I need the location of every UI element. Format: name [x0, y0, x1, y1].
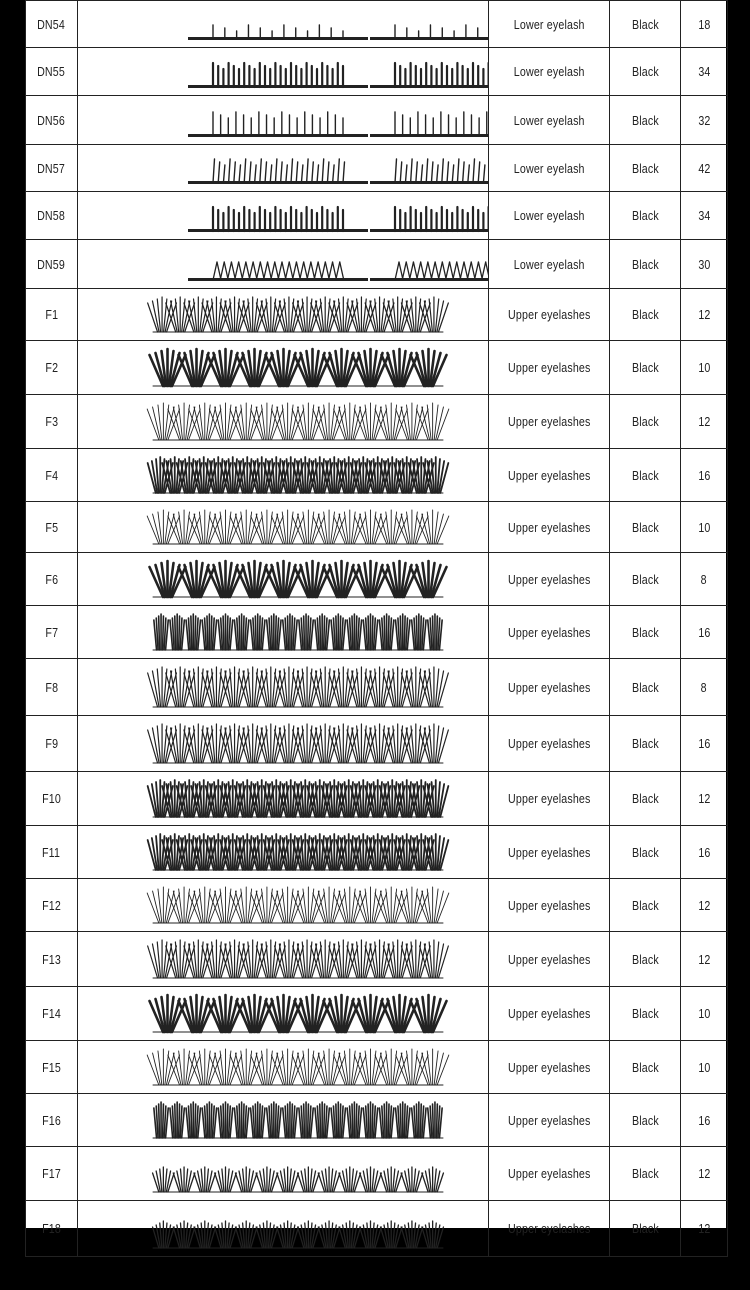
lash-strip-image: [78, 48, 488, 95]
lash-type-cell: [489, 192, 610, 240]
lash-color-cell-text: Black: [631, 519, 659, 535]
lash-image-cell: [78, 145, 489, 192]
product-code-cell-text: F7: [45, 624, 58, 640]
lash-type-cell: [489, 1147, 610, 1201]
table-row: [26, 289, 728, 341]
lash-quantity-cell: [681, 1041, 728, 1094]
lash-color-cell: [610, 1094, 681, 1147]
lash-color-cell-text: Black: [631, 1059, 659, 1075]
lash-type-cell: [489, 606, 610, 659]
product-code-cell-text: F6: [45, 571, 58, 587]
table-row: [26, 932, 728, 987]
table-row: [26, 879, 728, 932]
lash-type-cell: [489, 879, 610, 932]
product-code-cell: [26, 1201, 78, 1257]
lash-quantity-cell: [681, 145, 728, 192]
lash-color-cell: [610, 659, 681, 716]
product-code-cell-text: F17: [42, 1166, 61, 1181]
table-row: [26, 1147, 728, 1201]
product-code-cell-text: F5: [45, 519, 58, 535]
lash-color-cell-text: Black: [631, 897, 659, 913]
table-row: [26, 240, 728, 289]
lash-color-cell: [610, 1041, 681, 1094]
lash-quantity-cell-text: 10: [697, 1006, 711, 1021]
product-code-cell: [26, 716, 78, 772]
lash-color-cell: [610, 772, 681, 826]
lash-type-cell-text: Upper eyelashes: [507, 307, 591, 322]
lash-quantity-cell-text: 42: [697, 160, 711, 176]
product-code-cell-text: DN55: [37, 64, 66, 79]
lash-quantity-cell: [681, 1147, 728, 1201]
lash-image-cell: [78, 449, 489, 502]
table-row: [26, 716, 728, 772]
lash-image-cell: [78, 395, 489, 449]
lash-color-cell: [610, 341, 681, 395]
lash-image-cell: [78, 289, 489, 341]
lash-type-cell-text: Upper eyelashes: [507, 1166, 591, 1181]
lash-type-cell: [489, 772, 610, 826]
product-code-cell-text: F10: [42, 791, 61, 806]
lash-type-cell-text: Upper eyelashes: [507, 571, 591, 587]
lash-type-cell-text: Upper eyelashes: [507, 1059, 591, 1075]
lash-type-cell: [489, 289, 610, 341]
lash-color-cell-text: Black: [631, 1166, 659, 1181]
lash-type-cell-text: Lower eyelash: [513, 160, 585, 176]
product-code-cell-text: DN56: [37, 112, 66, 128]
lash-image-cell: [78, 879, 489, 932]
lash-color-cell: [610, 879, 681, 932]
product-code-cell: [26, 659, 78, 716]
lash-color-cell-text: Black: [631, 307, 659, 322]
lash-color-cell-text: Black: [631, 571, 659, 587]
product-code-cell: [26, 772, 78, 826]
lash-type-cell: [489, 932, 610, 987]
lash-color-cell: [610, 240, 681, 289]
lash-image-cell: [78, 48, 489, 96]
lash-image-cell: [78, 932, 489, 987]
lash-type-cell: [489, 240, 610, 289]
lash-color-cell: [610, 826, 681, 879]
table-row: [26, 1, 728, 48]
lash-quantity-cell: [681, 932, 728, 987]
lash-quantity-cell-text: 12: [697, 1166, 711, 1181]
product-code-cell: [26, 987, 78, 1041]
lash-type-cell-text: Upper eyelashes: [507, 1221, 591, 1236]
lash-quantity-cell-text: 12: [697, 791, 711, 806]
lash-image-cell: [78, 716, 489, 772]
product-code-cell: [26, 96, 78, 145]
lash-color-cell-text: Black: [631, 679, 659, 695]
table-row: [26, 96, 728, 145]
lash-image-cell: [78, 240, 489, 289]
product-code-cell: [26, 1, 78, 48]
lash-color-cell-text: Black: [631, 791, 659, 806]
lash-color-cell-text: Black: [631, 844, 659, 860]
lash-type-cell-text: Lower eyelash: [513, 112, 585, 128]
product-code-cell: [26, 449, 78, 502]
lash-quantity-cell-text: 34: [697, 208, 711, 223]
product-code-cell-text: DN57: [37, 160, 66, 176]
lash-image-cell: [78, 96, 489, 145]
lash-color-cell-text: Black: [631, 1221, 659, 1236]
lash-type-cell-text: Upper eyelashes: [507, 951, 591, 967]
lash-type-cell: [489, 96, 610, 145]
lash-color-cell: [610, 716, 681, 772]
product-catalog-sheet: [25, 0, 726, 1236]
lash-color-cell-text: Black: [631, 1112, 659, 1128]
lash-strip-image: [78, 192, 488, 239]
lash-type-cell: [489, 1094, 610, 1147]
lash-type-cell: [489, 449, 610, 502]
lash-image-cell: [78, 772, 489, 826]
lash-color-cell-text: Black: [631, 360, 659, 375]
table-row: [26, 1201, 728, 1257]
lash-quantity-cell: [681, 289, 728, 341]
lash-strip-image: [78, 145, 488, 191]
lash-quantity-cell: [681, 879, 728, 932]
lash-color-cell-text: Black: [631, 1006, 659, 1021]
product-code-cell-text: F16: [42, 1112, 61, 1128]
lash-quantity-cell: [681, 772, 728, 826]
table-row: [26, 606, 728, 659]
lash-strip-image: [78, 932, 488, 986]
lash-color-cell: [610, 289, 681, 341]
lash-strip-image: [78, 341, 488, 394]
lash-color-cell: [610, 395, 681, 449]
lash-strip-image: [78, 1094, 488, 1146]
lash-quantity-cell-text: 16: [697, 1112, 711, 1128]
product-code-cell: [26, 192, 78, 240]
table-row: [26, 341, 728, 395]
lash-quantity-cell: [681, 1094, 728, 1147]
lash-quantity-cell-text: 8: [700, 679, 708, 695]
lash-color-cell: [610, 449, 681, 502]
product-code-cell-text: DN54: [37, 16, 66, 32]
lash-strip-image: [78, 395, 488, 448]
lash-color-cell-text: Black: [631, 208, 659, 223]
lash-color-cell-text: Black: [631, 951, 659, 967]
lash-strip-image: [78, 1041, 488, 1093]
table-row: [26, 192, 728, 240]
lash-image-cell: [78, 1201, 489, 1257]
lash-type-cell: [489, 48, 610, 96]
table-row: [26, 826, 728, 879]
product-code-cell: [26, 879, 78, 932]
lash-type-cell-text: Upper eyelashes: [507, 519, 591, 535]
lash-color-cell: [610, 1147, 681, 1201]
lash-color-cell-text: Black: [631, 16, 659, 32]
product-code-cell: [26, 606, 78, 659]
product-code-cell-text: F13: [42, 951, 61, 967]
lash-type-cell-text: Upper eyelashes: [507, 360, 591, 375]
lash-strip-image: [78, 1201, 488, 1256]
lash-strip-image: [78, 879, 488, 931]
lash-strip-image: [78, 772, 488, 825]
lash-quantity-cell: [681, 192, 728, 240]
table-row: [26, 395, 728, 449]
lash-image-cell: [78, 553, 489, 606]
lash-type-cell-text: Upper eyelashes: [507, 791, 591, 806]
lash-color-cell-text: Black: [631, 736, 659, 751]
lash-color-cell-text: Black: [631, 112, 659, 128]
lash-image-cell: [78, 987, 489, 1041]
lash-type-cell: [489, 716, 610, 772]
product-code-cell: [26, 1094, 78, 1147]
lash-color-cell-text: Black: [631, 160, 659, 176]
lash-quantity-cell-text: 10: [697, 1059, 711, 1075]
product-code-cell: [26, 553, 78, 606]
product-code-cell: [26, 932, 78, 987]
lash-quantity-cell-text: 12: [697, 307, 711, 322]
lash-strip-image: [78, 659, 488, 715]
product-code-cell-text: F12: [42, 897, 61, 913]
lash-quantity-cell: [681, 1, 728, 48]
product-code-cell-text: F15: [42, 1059, 61, 1075]
lash-strip-image: [78, 553, 488, 605]
lash-quantity-cell-text: 16: [697, 624, 711, 640]
lash-quantity-cell: [681, 449, 728, 502]
product-code-cell: [26, 289, 78, 341]
lash-quantity-cell: [681, 606, 728, 659]
lash-color-cell: [610, 96, 681, 145]
lash-type-cell-text: Upper eyelashes: [507, 1006, 591, 1021]
eyelash-product-table: [25, 0, 728, 1257]
lash-quantity-cell-text: 30: [697, 256, 711, 272]
lash-quantity-cell: [681, 716, 728, 772]
lash-quantity-cell-text: 32: [697, 112, 711, 128]
lash-quantity-cell: [681, 502, 728, 553]
lash-quantity-cell-text: 18: [697, 16, 711, 32]
lash-type-cell: [489, 502, 610, 553]
lash-quantity-cell-text: 10: [697, 360, 711, 375]
lash-color-cell: [610, 606, 681, 659]
lash-strip-image: [78, 606, 488, 658]
lash-type-cell: [489, 1, 610, 48]
lash-color-cell: [610, 502, 681, 553]
lash-type-cell: [489, 1201, 610, 1257]
lash-image-cell: [78, 1094, 489, 1147]
lash-color-cell: [610, 48, 681, 96]
lash-type-cell-text: Lower eyelash: [513, 64, 585, 79]
lash-image-cell: [78, 826, 489, 879]
lash-quantity-cell: [681, 826, 728, 879]
lash-type-cell-text: Upper eyelashes: [507, 624, 591, 640]
lash-strip-image: [78, 987, 488, 1040]
table-row: [26, 48, 728, 96]
lash-quantity-cell-text: 12: [697, 897, 711, 913]
product-code-cell-text: F18: [42, 1221, 61, 1236]
lash-quantity-cell-text: 16: [697, 736, 711, 751]
lash-color-cell: [610, 553, 681, 606]
lash-quantity-cell-text: 16: [697, 467, 711, 483]
lash-quantity-cell-text: 34: [697, 64, 711, 79]
table-row: [26, 772, 728, 826]
lash-quantity-cell: [681, 987, 728, 1041]
lash-quantity-cell: [681, 395, 728, 449]
product-code-cell-text: DN59: [37, 256, 66, 272]
lash-type-cell: [489, 987, 610, 1041]
lash-type-cell: [489, 1041, 610, 1094]
lash-type-cell: [489, 553, 610, 606]
table-row: [26, 553, 728, 606]
lash-quantity-cell: [681, 1201, 728, 1257]
product-code-cell: [26, 395, 78, 449]
product-code-cell: [26, 145, 78, 192]
lash-strip-image: [78, 240, 488, 288]
product-code-cell-text: F4: [45, 467, 58, 483]
lash-quantity-cell-text: 16: [697, 844, 711, 860]
lash-quantity-cell: [681, 48, 728, 96]
product-code-cell-text: DN58: [37, 208, 66, 223]
lash-color-cell-text: Black: [631, 414, 659, 429]
table-row: [26, 1094, 728, 1147]
product-code-cell-text: F2: [45, 360, 58, 375]
lash-quantity-cell-text: 12: [697, 1221, 711, 1236]
lash-quantity-cell: [681, 341, 728, 395]
lash-type-cell-text: Upper eyelashes: [507, 736, 591, 751]
lash-image-cell: [78, 1147, 489, 1201]
lash-strip-image: [78, 449, 488, 501]
lash-color-cell-text: Black: [631, 64, 659, 79]
lash-type-cell-text: Lower eyelash: [513, 208, 585, 223]
table-row: [26, 449, 728, 502]
lash-type-cell: [489, 826, 610, 879]
lash-color-cell-text: Black: [631, 256, 659, 272]
product-code-cell: [26, 1041, 78, 1094]
lash-color-cell: [610, 1201, 681, 1257]
lash-type-cell-text: Upper eyelashes: [507, 414, 591, 429]
lash-color-cell: [610, 192, 681, 240]
lash-type-cell-text: Upper eyelashes: [507, 844, 591, 860]
lash-type-cell-text: Upper eyelashes: [507, 897, 591, 913]
lash-quantity-cell: [681, 659, 728, 716]
lash-type-cell-text: Upper eyelashes: [507, 1112, 591, 1128]
lash-image-cell: [78, 659, 489, 716]
lash-image-cell: [78, 1, 489, 48]
product-code-cell: [26, 502, 78, 553]
lash-image-cell: [78, 606, 489, 659]
table-row: [26, 145, 728, 192]
lash-type-cell: [489, 145, 610, 192]
lash-type-cell: [489, 659, 610, 716]
lash-image-cell: [78, 341, 489, 395]
lash-quantity-cell-text: 12: [697, 951, 711, 967]
lash-strip-image: [78, 1, 488, 47]
product-code-cell-text: F14: [42, 1006, 61, 1021]
lash-quantity-cell: [681, 240, 728, 289]
lash-type-cell: [489, 341, 610, 395]
lash-quantity-cell-text: 10: [697, 519, 711, 535]
table-row: [26, 1041, 728, 1094]
product-code-cell-text: F1: [45, 307, 58, 322]
lash-image-cell: [78, 192, 489, 240]
lash-type-cell-text: Lower eyelash: [513, 16, 585, 32]
lash-color-cell: [610, 1, 681, 48]
lash-type-cell-text: Upper eyelashes: [507, 467, 591, 483]
product-table-body: [26, 1, 728, 1257]
lash-color-cell: [610, 145, 681, 192]
product-code-cell: [26, 826, 78, 879]
lash-color-cell-text: Black: [631, 624, 659, 640]
lash-strip-image: [78, 1147, 488, 1200]
product-code-cell-text: F9: [45, 736, 58, 751]
lash-type-cell-text: Lower eyelash: [513, 256, 585, 272]
lash-color-cell-text: Black: [631, 467, 659, 483]
lash-image-cell: [78, 1041, 489, 1094]
lash-color-cell: [610, 987, 681, 1041]
lash-type-cell-text: Upper eyelashes: [507, 679, 591, 695]
table-row: [26, 659, 728, 716]
product-code-cell: [26, 240, 78, 289]
lash-quantity-cell: [681, 96, 728, 145]
lash-strip-image: [78, 96, 488, 144]
product-code-cell: [26, 341, 78, 395]
lash-strip-image: [78, 502, 488, 552]
lash-strip-image: [78, 289, 488, 340]
table-row: [26, 987, 728, 1041]
product-code-cell: [26, 48, 78, 96]
table-row: [26, 502, 728, 553]
lash-quantity-cell: [681, 553, 728, 606]
product-code-cell-text: F8: [45, 679, 58, 695]
lash-image-cell: [78, 502, 489, 553]
lash-strip-image: [78, 826, 488, 878]
lash-quantity-cell-text: 12: [697, 414, 711, 429]
lash-strip-image: [78, 716, 488, 771]
lash-quantity-cell-text: 8: [700, 571, 708, 587]
product-code-cell-text: F3: [45, 414, 58, 429]
lash-type-cell: [489, 395, 610, 449]
lash-color-cell: [610, 932, 681, 987]
product-code-cell-text: F11: [42, 844, 61, 860]
product-code-cell: [26, 1147, 78, 1201]
